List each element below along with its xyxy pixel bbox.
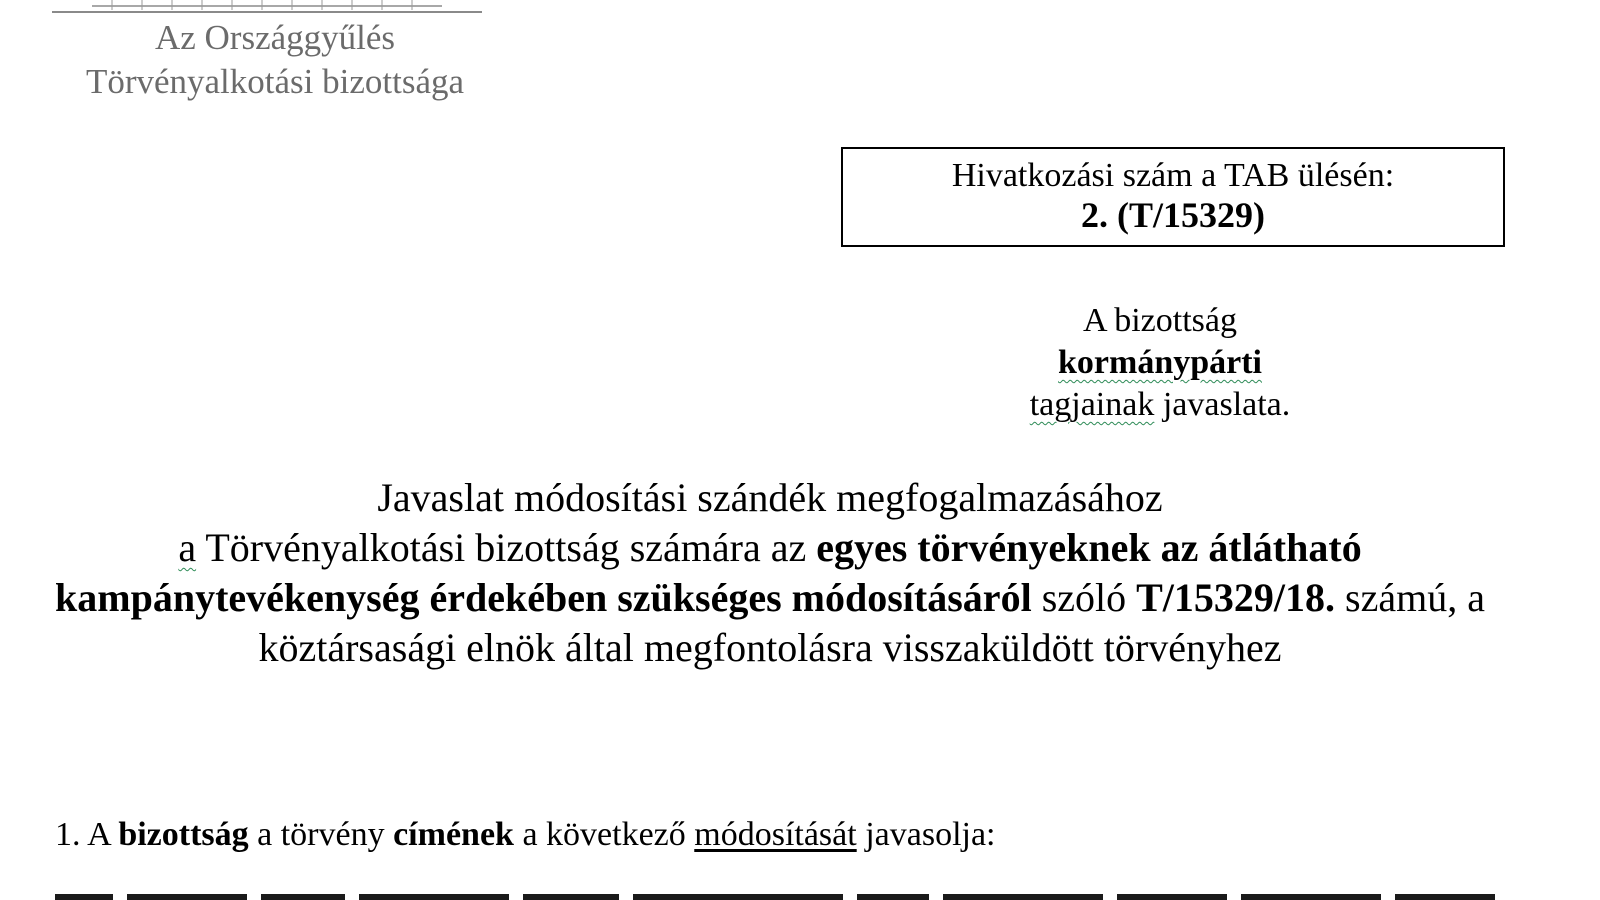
org-header <box>60 16 490 104</box>
title-bill-name: egyes törvényeknek az átlátható kampánytevékenység érdekében szükséges módosításáról <box>55 525 1362 620</box>
document-title <box>40 473 1500 673</box>
amendment-point-1 <box>55 815 1555 855</box>
proposer-line3-rest: javaslata. <box>1154 386 1291 423</box>
title-text-1: Törvényalkotási bizottság számára az <box>196 525 817 570</box>
title-body <box>40 523 1500 673</box>
cut-off-text-line <box>55 888 1515 900</box>
title-text-3: számú, a köztársasági elnök által megfontolásra visszaküldött törvényhez <box>258 575 1485 670</box>
title-line1: Javaslat módosítási szándék megfogalmazásához <box>377 475 1163 520</box>
proposer-block <box>950 300 1370 426</box>
org-header-line2: Törvényalkotási bizottsága <box>85 62 465 101</box>
title-bill-number: T/15329/18. <box>1136 575 1336 620</box>
proposer-line3-word: tagjainak <box>1029 386 1155 423</box>
point1-text-c: a törvény <box>248 816 394 853</box>
proposer-line1: A bizottság <box>1083 302 1237 339</box>
point1-committee: bizottság <box>118 816 249 853</box>
point1-text-e: a következő <box>513 816 695 853</box>
proposer-line3 <box>950 384 1370 426</box>
org-header-line1: Az Országgyűlés <box>154 18 396 57</box>
reference-label: Hivatkozási szám a TAB ülésén: <box>951 157 1395 194</box>
point1-text-g: javasolja: <box>856 816 996 853</box>
reference-number: 2. (T/15329) <box>1081 195 1265 235</box>
point1-amendment-word: módosítását <box>694 816 857 853</box>
parliament-logo-fragment <box>52 0 482 14</box>
point1-text-a: 1. A <box>55 816 119 853</box>
point1-title-word: címének <box>393 816 514 853</box>
title-text-2: szóló <box>1031 575 1137 620</box>
proposer-line2: kormánypárti <box>1058 344 1262 381</box>
reference-number-box <box>841 147 1505 247</box>
title-article: a <box>178 525 197 570</box>
